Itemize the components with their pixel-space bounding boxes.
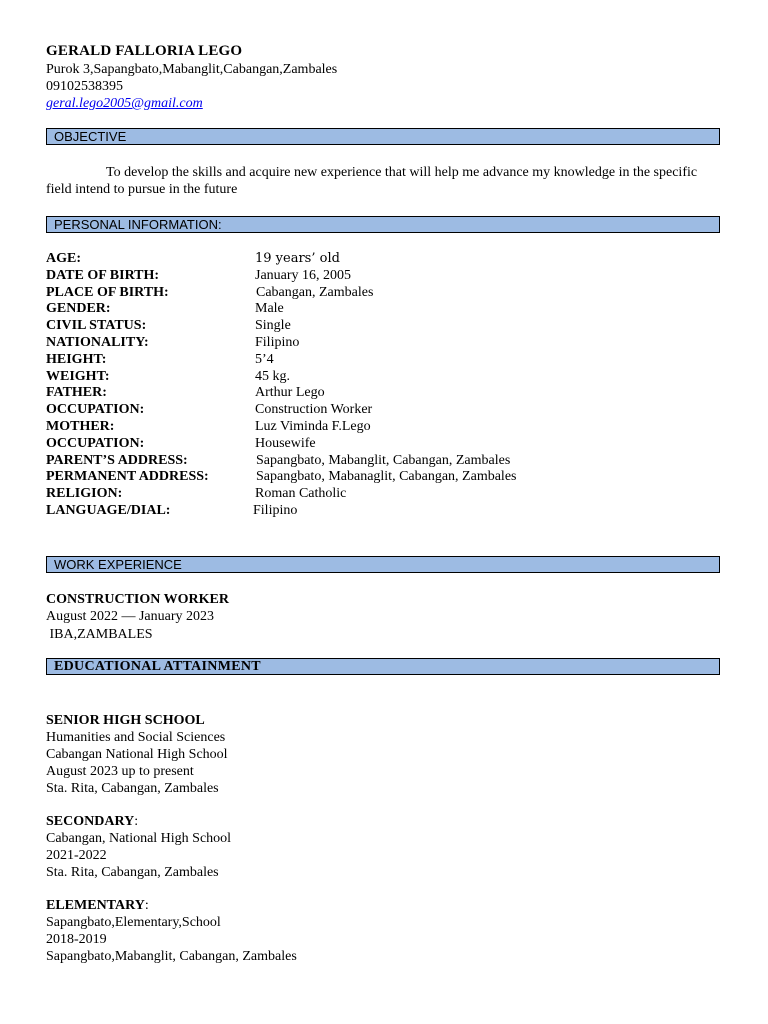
secondary-title-text: SECONDARY [46, 814, 135, 829]
info-value: Filipino [253, 502, 298, 518]
elementary-school: Sapangbato,Elementary,School [46, 915, 221, 930]
info-value: Filipino [255, 334, 300, 350]
info-label: GENDER: [46, 301, 111, 317]
elementary-colon: : [144, 898, 149, 913]
info-label: WEIGHT: [46, 368, 110, 384]
info-label: HEIGHT: [46, 351, 107, 367]
info-value: Sapangbato, Mabanaglit, Cabangan, Zambales [256, 469, 517, 485]
info-value: Arthur Lego [255, 385, 325, 401]
info-label: DATE OF BIRTH: [46, 267, 160, 283]
senior-high-strand: Humanities and Social Sciences [46, 730, 226, 745]
info-label: RELIGION: [46, 486, 123, 502]
info-label: OCCUPATION: [46, 402, 145, 418]
secondary-dates: 2021-2022 [46, 848, 107, 863]
secondary-colon: : [134, 814, 139, 829]
info-label: MOTHER: [46, 418, 115, 434]
objective-heading: OBJECTIVE [46, 128, 720, 145]
secondary-title [46, 813, 138, 830]
elementary-location: Sapangbato,Mabanglit, Cabangan, Zambales [46, 949, 297, 964]
secondary-school: Cabangan, National High School [46, 831, 232, 846]
info-label: AGE: [46, 251, 81, 266]
info-label: OCCUPATION: [46, 435, 145, 451]
info-label: PERMANENT ADDRESS: [46, 469, 209, 485]
senior-high-school: Cabangan National High School [46, 747, 228, 762]
info-value: 19 years’ old [255, 251, 340, 266]
work-experience-heading: WORK EXPERIENCE [46, 556, 720, 573]
work-title: CONSTRUCTION WORKER [46, 592, 229, 607]
applicant-phone: 09102538395 [46, 79, 123, 94]
elementary-title [46, 897, 149, 914]
info-label: PLACE OF BIRTH: [46, 284, 169, 300]
info-value: Housewife [255, 435, 316, 451]
info-label: PARENT’S ADDRESS: [46, 452, 188, 468]
senior-high-title: SENIOR HIGH SCHOOL [46, 713, 205, 728]
info-value: Roman Catholic [255, 486, 347, 502]
info-value: Male [255, 301, 284, 317]
info-value: Construction Worker [255, 402, 373, 418]
work-location: IBA,ZAMBALES [46, 627, 153, 642]
info-label: LANGUAGE/DIAL: [46, 502, 171, 518]
applicant-email-link[interactable]: geral.lego2005@gmail.com [46, 96, 203, 111]
elementary-title-text: ELEMENTARY [46, 898, 145, 913]
info-value: 45 kg. [255, 368, 290, 384]
education-heading: EDUCATIONAL ATTAINMENT [46, 658, 720, 675]
info-value: 5’4 [255, 351, 274, 367]
work-dates: August 2022 — January 2023 [46, 609, 214, 624]
info-value: Luz Viminda F.Lego [255, 418, 371, 434]
info-label: CIVIL STATUS: [46, 318, 147, 334]
info-label: NATIONALITY: [46, 334, 149, 350]
elementary-dates: 2018-2019 [46, 932, 107, 947]
info-value: Sapangbato, Mabanglit, Cabangan, Zambales [256, 452, 511, 468]
personal-info-heading: PERSONAL INFORMATION: [46, 216, 720, 233]
applicant-address: Purok 3,Sapangbato,Mabanglit,Cabangan,Zambales [46, 62, 338, 77]
secondary-location: Sta. Rita, Cabangan, Zambales [46, 865, 219, 880]
info-value: January 16, 2005 [255, 267, 352, 283]
info-value: Cabangan, Zambales [256, 284, 374, 300]
objective-text [46, 164, 722, 198]
info-label: FATHER: [46, 385, 107, 401]
objective-text-content: To develop the skills and acquire new experience that will help me advance my knowledge in the specific field intend to pursue in the future [46, 165, 698, 197]
info-value: Single [255, 318, 291, 334]
applicant-name: GERALD FALLORIA LEGO [46, 43, 243, 59]
senior-high-location: Sta. Rita, Cabangan, Zambales [46, 781, 219, 796]
senior-high-dates: August 2023 up to present [46, 764, 194, 779]
